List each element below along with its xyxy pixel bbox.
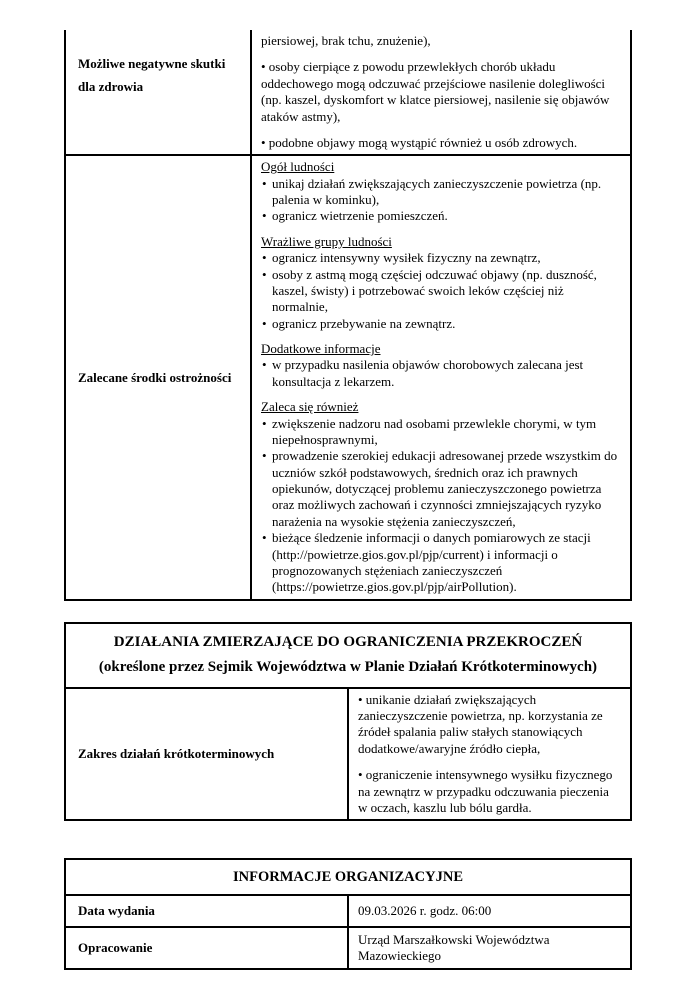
list-item: • prowadzenie szerokiej edukacji adresowanej przede wszystkim do uczniów szkół podstawowych, średnich oraz ich prawnych opiekunów, dotyczącej problemu zanieczyszczonego powietrza oraz możliwych zachowań i czynności zmniejszających ryzyko narażenia na wysokie stężenia zanieczyszczeń, [261,448,621,530]
paragraph: piersiowej, brak tchu, znużenie), [261,33,431,48]
actions-table-header [65,623,631,688]
advice-group-recommended [261,399,621,596]
list-item: • zwiększenie nadzoru nad osobami przewlekle chorymi, w tym niepełnosprawnymi, [261,416,621,449]
actions-title-line1: DZIAŁANIA ZMIERZAJĄCE DO OGRANICZENIA PRZEKROCZEŃ [113,634,583,651]
list-item: • bieżące śledzenie informacji o danych pomiarowych ze stacji (http://powietrze.gios.gov.pl/pjp/current) i informacji o prognozowanych stężeniach zanieczyszczeń (https://powietrze.gios.gov.pl/pjp/airPollution). [261,530,621,596]
table-row [65,30,631,155]
paragraph: • ograniczenie intensywnego wysiłku fizycznego na zewnątrz w przypadku odczuwania pieczenia w oczach, kaszlu lub bólu gardła. [358,767,613,815]
issue-date-value: 09.03.2026 r. godz. 06:00 [348,895,631,927]
row-label-actions-scope: Zakres działań krótkoterminowych [78,746,275,762]
list-item: • ogranicz przebywanie na zewnątrz. [261,316,621,332]
bullet-list [261,416,621,596]
org-info-table [64,858,632,970]
list-item: • osoby z astmą mogą częściej odczuwać objawy (np. duszność, kaszel, świsty) i potrzebować swoich leków częściej niż normalnie, [261,267,621,316]
org-info-header: INFORMACJE ORGANIZACYJNE [65,859,631,895]
row-content-cell [251,30,631,155]
table-header-row [65,859,631,895]
table-header-row [65,623,631,688]
table-row [65,895,631,927]
paragraph: • podobne objawy mogą wystąpić również u osób zdrowych. [261,134,578,150]
prepared-by-value: Urząd Marszałkowski Województwa Mazowieckiego [348,927,631,969]
actions-title-line2: (określone przez Sejmik Województwa w Planie Działań Krótkoterminowych) [98,659,598,676]
paragraph: • osoby cierpiące z powodu przewlekłych chorób układu oddechowego mogą odczuwać przejściowe nasilenie dolegliwości (np. kaszel, dyskomfort w klatce piersiowej, nasilenie się objawów ataków astmy), [261,59,610,124]
row-label-cell [65,30,251,155]
table-row [65,155,631,599]
row-content-cell [251,155,631,599]
health-effects-table [64,30,632,601]
list-item: • unikaj działań zwiększających zanieczyszczenie powietrza (np. palenia w kominku), [261,176,621,209]
row-content-cell [348,688,631,821]
row-label-prepared-by-text: Opracowanie [78,940,153,956]
paragraph: • unikanie działań zwiększających zanieczyszczenie powietrza, np. korzystania ze źródeł spalania paliw stałych stanowiących dodatkowe/awaryjne źródło ciepła, [358,691,603,756]
row-label-health-effects: Możliwe negatywne skutki dla zdrowia [78,56,226,95]
row-label-issue-date: Data wydania [78,903,155,919]
group-heading: Zaleca się również [261,399,359,415]
row-label-cell [65,155,251,599]
list-item: • w przypadku nasilenia objawów chorobowych zalecana jest konsultacja z lekarzem. [261,357,621,390]
bullet-list [261,250,621,332]
actions-table [64,622,632,822]
advice-group-sensitive [261,234,621,332]
list-item: • ogranicz intensywny wysiłek fizyczny na zewnątrz, [261,250,621,266]
row-label-prepared-by [65,927,348,969]
row-label-cell [65,688,348,821]
group-heading: Wrażliwe grupy ludności [261,233,392,249]
table-row [65,927,631,969]
group-heading: Ogół ludności [261,159,335,175]
bullet-list [261,176,621,225]
advice-group-general [261,159,621,225]
group-heading: Dodatkowe informacje [261,341,381,356]
row-label-precautions: Zalecane środki ostrożności [78,369,232,385]
table-row [65,688,631,821]
advice-group-additional [261,341,621,390]
list-item: • ogranicz wietrzenie pomieszczeń. [261,208,621,224]
bullet-list [261,357,621,390]
row-label-cell [65,895,348,927]
